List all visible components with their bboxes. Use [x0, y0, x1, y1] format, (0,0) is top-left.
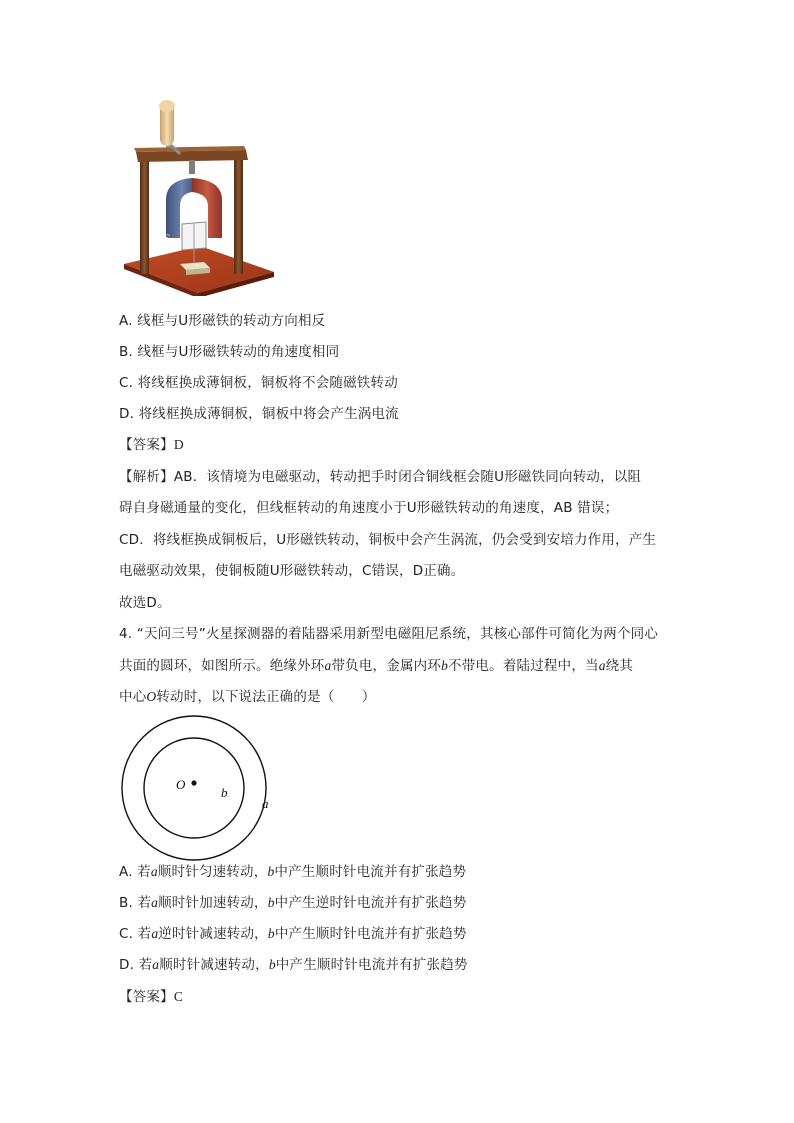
text: A. 若 [119, 864, 151, 880]
var-a: a [151, 895, 159, 910]
text: 转动时，以下说法正确的是（ ） [156, 689, 376, 705]
var-o: O [146, 689, 157, 704]
text: 顺时针匀速转动， [157, 864, 268, 880]
inner-ring-b [144, 738, 244, 838]
q4-option-a [119, 862, 466, 882]
analysis-text: AB．该情境为电磁驱动，转动把手时闭合铜线框会随U形磁铁同向转动，以阻 [173, 469, 642, 485]
q3-option-a: A. 线框与U形磁铁的转动方向相反 [119, 313, 326, 329]
text: 逆时针减速转动， [158, 926, 268, 942]
q3-option-c: C. 将线框换成薄铜板，铜板将不会随磁铁转动 [119, 375, 398, 391]
answer-value: D [173, 437, 184, 452]
magnet-n-label: N [215, 236, 224, 250]
q3-analysis-line-2: 碍自身磁通量的变化，但线框转动的角速度小于U形磁铁转动的角速度，AB 错误； [119, 500, 619, 516]
magnet-apparatus-figure [118, 96, 278, 296]
text: 共面的圆环，如图所示。绝缘外环 [119, 658, 325, 674]
text: 带负电，金属内环 [331, 658, 442, 674]
text: B. 若 [119, 895, 152, 911]
text: 绕其 [605, 658, 634, 674]
answer-label: 【答案】 [119, 989, 174, 1005]
q3-analysis-line-3: CD．将线框换成铜板后，U形磁铁转动，铜板中会产生涡流，仍会受到安培力作用，产生 [119, 532, 657, 548]
label-o: O [176, 777, 186, 792]
q3-analysis-line-1 [119, 467, 641, 487]
var-b: b [441, 658, 449, 673]
text: D. 若 [119, 957, 153, 973]
q4-stem-line-2 [119, 656, 633, 676]
q3-option-b: B. 线框与U形磁铁转动的角速度相同 [119, 344, 340, 360]
magnet-s-label: S [164, 231, 171, 245]
label-a: a [262, 796, 269, 811]
q3-analysis-line-4: 电磁驱动效果，使铜板随U形磁铁转动，C错误，D正确。 [119, 563, 465, 579]
frame-right-post [234, 156, 243, 274]
var-a: a [151, 926, 159, 941]
q4-option-c [119, 924, 467, 944]
center-point [191, 780, 196, 785]
text: 中产生顺时针电流并有扩张趋势 [274, 926, 467, 942]
var-a: a [152, 957, 160, 972]
q4-option-d [119, 955, 468, 975]
text: 顺时针加速转动， [158, 895, 268, 911]
concentric-rings-figure [118, 710, 288, 870]
frame-left-post [140, 156, 149, 274]
q4-stem-line-3 [119, 687, 376, 707]
text: 中心 [119, 689, 147, 705]
answer-label: 【答案】 [119, 437, 174, 453]
text: 中产生逆时针电流并有扩张趋势 [274, 895, 467, 911]
var-b: b [268, 957, 276, 972]
var-b: b [267, 926, 275, 941]
text: C. 若 [119, 926, 152, 942]
q3-answer [119, 435, 184, 455]
var-b: b [267, 895, 275, 910]
text: 中产生顺时针电流并有扩张趋势 [274, 864, 467, 880]
var-a: a [598, 658, 606, 673]
var-a: a [150, 864, 158, 879]
q4-answer [119, 987, 183, 1007]
q4-stem-line-1: 4. “天问三号”火星探测器的着陆器采用新型电磁阻尼系统，其核心部件可简化为两个同心 [119, 626, 659, 642]
analysis-label: 【解析】 [119, 469, 174, 485]
var-a: a [324, 658, 332, 673]
label-b: b [221, 785, 228, 800]
q3-option-d: D. 将线框换成薄铜板，铜板中将会产生涡电流 [119, 406, 399, 422]
q3-conclusion: 故选D。 [119, 595, 171, 611]
text: 顺时针减速转动， [159, 957, 269, 973]
var-b: b [267, 864, 275, 879]
answer-value: C [173, 989, 184, 1004]
text: 不带电。着陆过程中，当 [448, 658, 599, 674]
q4-option-b [119, 893, 466, 913]
text: 中产生顺时针电流并有扩张趋势 [275, 957, 468, 973]
